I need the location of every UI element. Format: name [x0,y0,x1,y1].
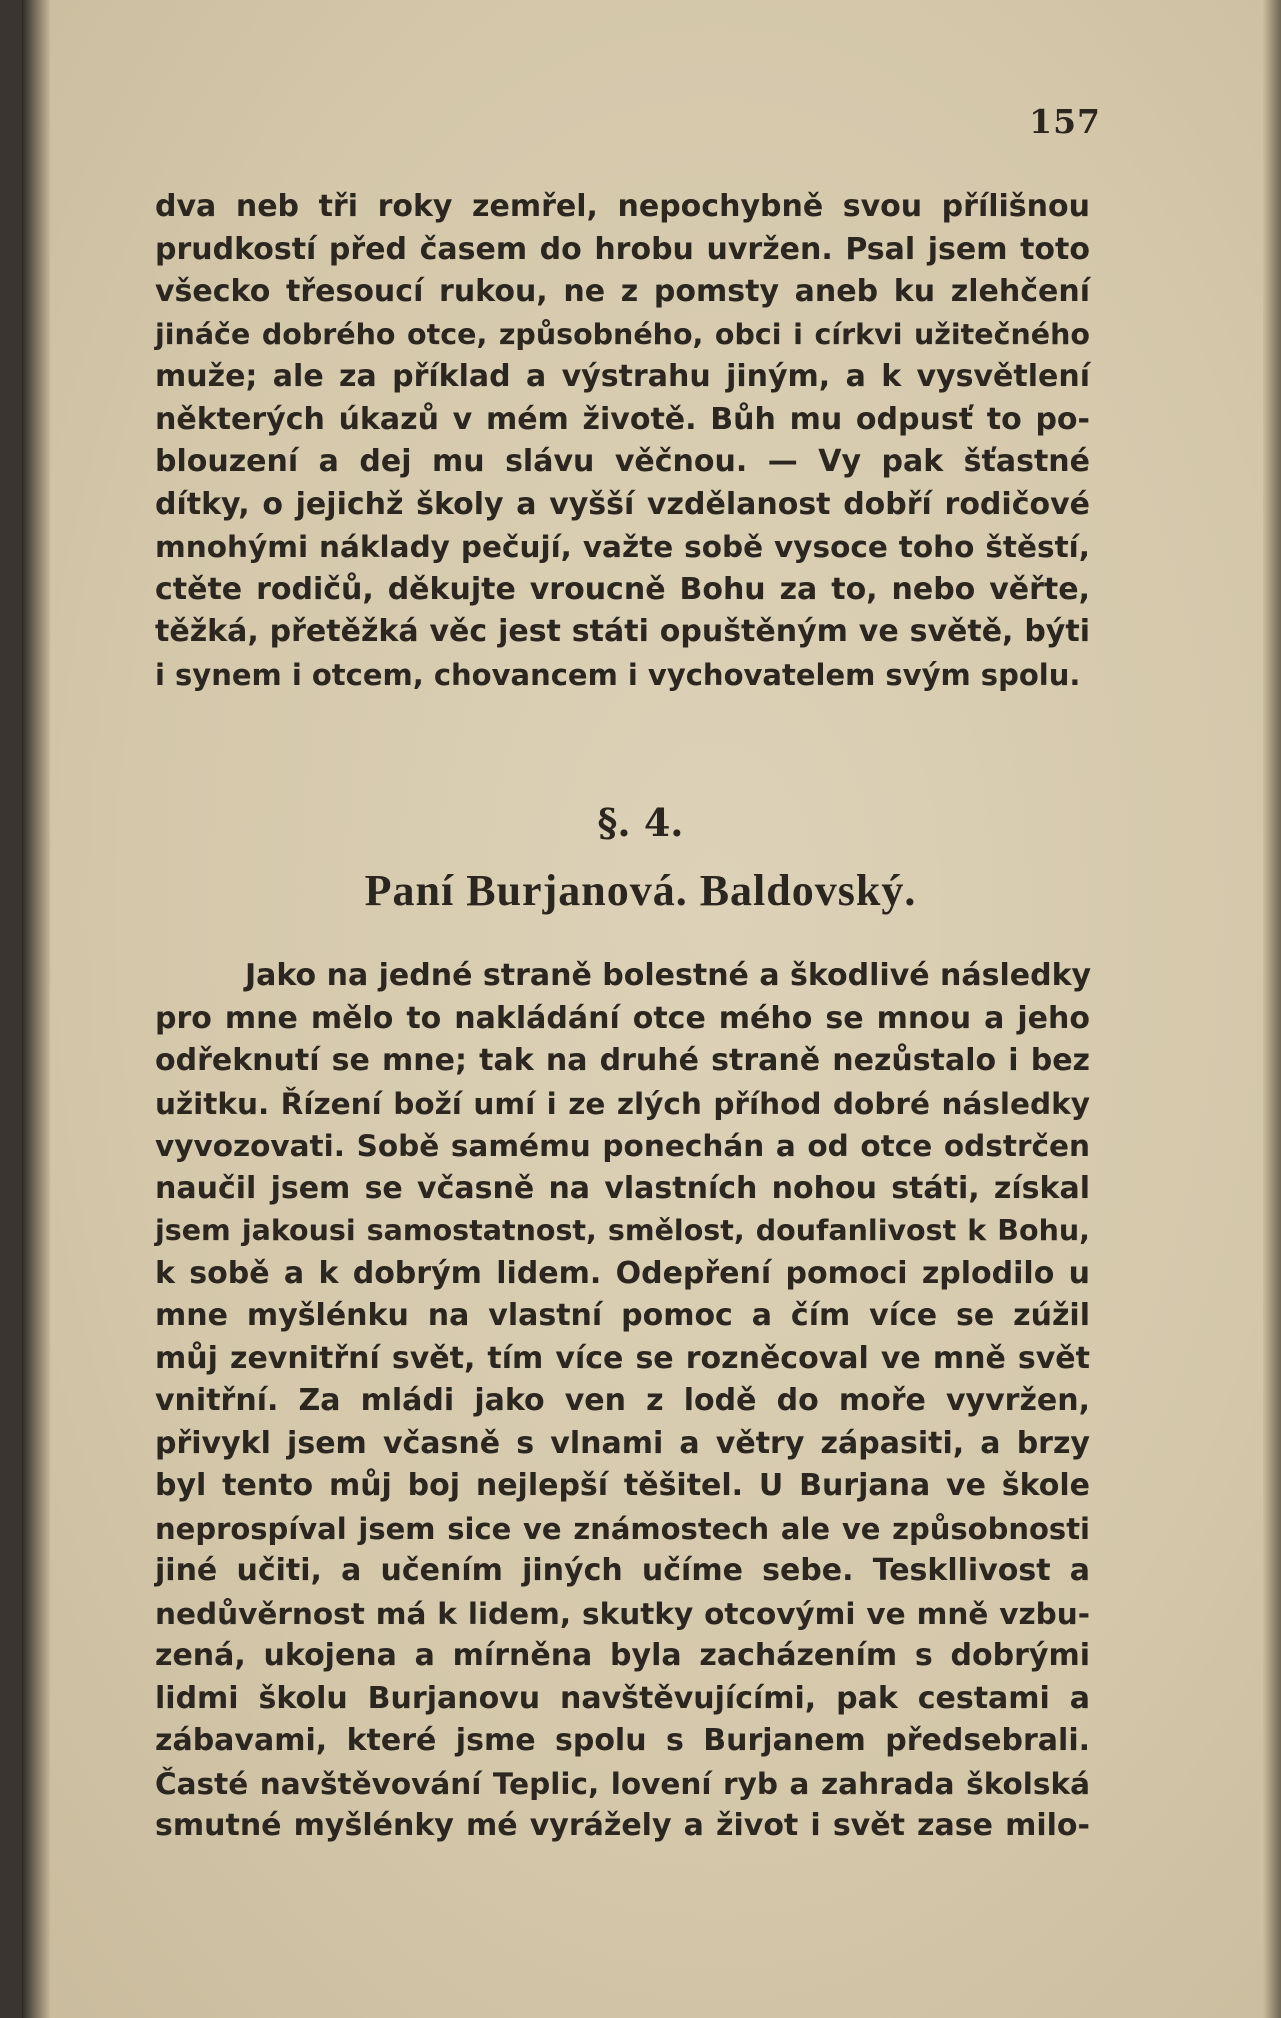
text-line: smutné myšlénky mé vyrážely a život i svět zase milo- [155,1808,1090,1843]
paragraph-1 [155,186,1090,696]
text-line: jináče dobrého otce, způsobného, obci i církvi užitečného [155,317,1090,351]
text-line: k sobě a k dobrým lidem. Odepření pomoci zplodilo u [155,1255,1090,1291]
text-line: vnitřní. Za mládi jako ven z lodě do moře vyvržen, [155,1383,1090,1418]
text-line: odřeknutí se mne; tak na druhé straně nezůstalo i bez [155,1043,1090,1078]
text-line: můj zevnitřní svět, tím více se rozněcoval ve mně svět [155,1340,1090,1376]
page-binding-edge [22,0,50,2018]
text-line: přivykl jsem včasně s vlnami a větry zápasiti, a brzy [155,1425,1090,1461]
text-line: Jako na jedné straně bolestné a škodlivé následky [245,958,1092,993]
text-line: Časté navštěvování Teplic, lovení ryb a zahrada školská [155,1766,1090,1801]
text-line: zábavami, které jsme spolu s Burjanem předsebrali. [155,1723,1090,1758]
text-line: mne myšlénku na vlastní pomoc a čím více se zúžil [155,1298,1090,1333]
text-line: naučil jsem se včasně na vlastních nohou státi, získal [155,1170,1090,1206]
text-line: zená, ukojena a mírněna byla zacházením s dobrými [155,1638,1090,1673]
paragraph-2 [155,955,1090,1848]
text-line: muže; ale za příklad a výstrahu jiným, a k vysvětlení [155,359,1090,394]
text-line: blouzení a dej mu slávu věčnou. — Vy pak šťastné [155,444,1090,479]
text-line: těžká, přetěžká věc jest státi opuštěným ve světě, býti [155,614,1090,649]
text-line: pro mne mělo to nakládání otce mého se mnou a jeho [155,1000,1090,1036]
page-right-edge [1263,0,1281,2018]
page-number: 157 [1029,102,1101,141]
text-line: všecko třesoucí rukou, ne z pomsty aneb ku zlehčení [155,274,1090,309]
text-line: ctěte rodičů, děkujte vroucně Bohu za to, nebo věřte, [155,571,1090,607]
text-line: prudkostí před časem do hrobu uvržen. Psal jsem toto [155,231,1090,267]
section-title: Paní Burjanová. Baldovský. [364,866,917,915]
text-line: nedůvěrnost má k lidem, skutky otcovými ve mně vzbu- [155,1596,1090,1631]
text-line: lidmi školu Burjanovu navštěvujícími, pak cestami a [155,1680,1090,1716]
text-line: dítky, o jejichž školy a vyšší vzdělanost dobří rodičové [155,486,1090,522]
text-line: dva neb tři roky zemřel, nepochybně svou přílišnou [155,189,1090,224]
text-line: byl tento můj boj nejlepší těšitel. U Burjana ve škole [155,1468,1090,1503]
text-line: vyvozovati. Sobě samému ponechán a od otce odstrčen [155,1129,1090,1163]
text-line: některých úkazů v mém životě. Bůh mu odpusť to po- [155,401,1090,437]
text-line: i synem i otcem, chovancem i vychovatelem svým spolu. [155,657,1081,692]
text-line: užitku. Řízení boží umí i ze zlých příhod dobré následky [155,1086,1090,1121]
text-line: neprospíval jsem sice ve známostech ale ve způsobnosti [155,1511,1090,1546]
text-line: mnohými náklady pečují, važte sobě vysoce toho štěstí, [155,530,1090,564]
text-line: jsem jakousi samostatnost, smělost, doufanlivost k Bohu, [155,1214,1090,1247]
text-line: jiné učiti, a učením jiných učíme sebe. Teskllivost a [155,1553,1090,1588]
section-number: §. 4. [597,800,684,845]
